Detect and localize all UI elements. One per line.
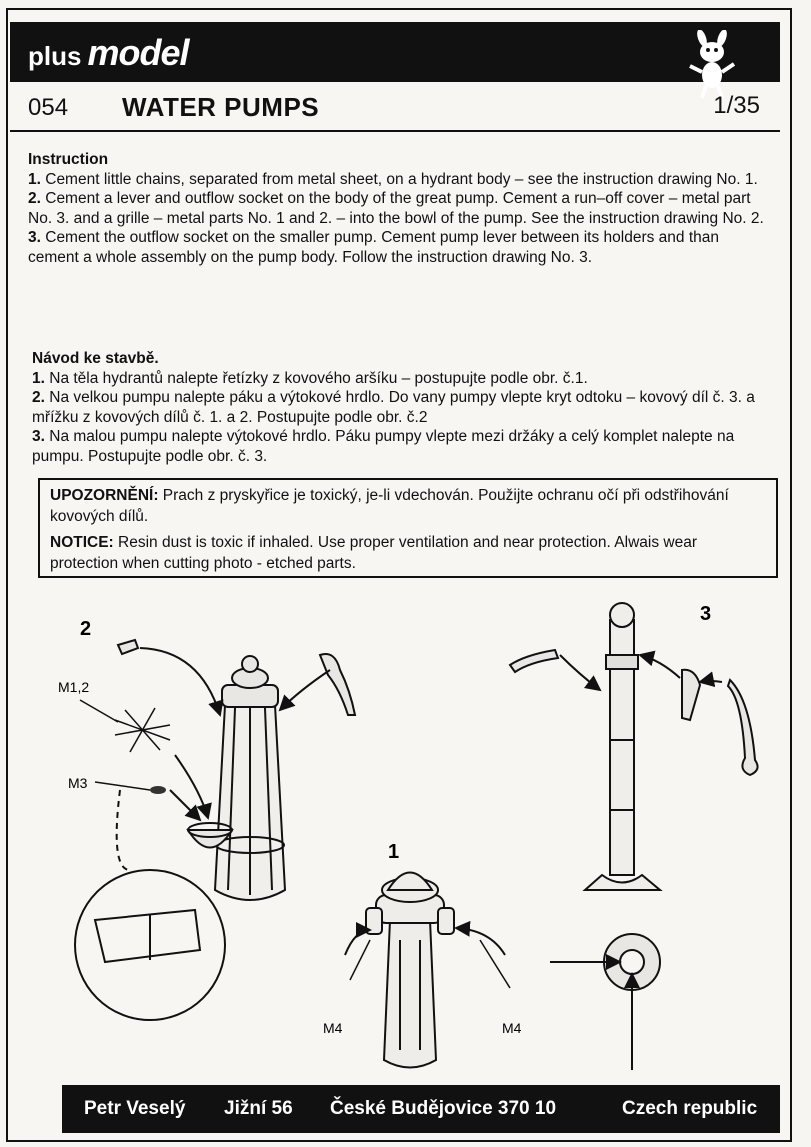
label-m4-right: M4 (502, 1020, 522, 1036)
figure-3-small-pump (585, 603, 660, 890)
brand-logo (28, 32, 188, 74)
instructions-heading-cz: Návod ke stavbě. (32, 350, 159, 367)
brand-model: model (87, 32, 189, 73)
kit-code: 054 (28, 94, 69, 121)
instructions-czech (32, 349, 777, 467)
figure-2-label: 2 (80, 618, 92, 640)
warning-english: NOTICE: Resin dust is toxic if inhaled. Use proper ventilation and near protection. Alwais wear protection when cutting photo - etched parts. (50, 534, 697, 572)
cover-part (150, 786, 166, 794)
footer-country: Czech republic (622, 1098, 758, 1119)
instructions-english (28, 150, 773, 268)
figure-3-label: 3 (700, 603, 712, 625)
title-row (10, 84, 780, 132)
footer-street: Jižní 56 (224, 1098, 293, 1119)
figure-1-label: 1 (388, 841, 400, 863)
footer-name: Petr Veselý (84, 1098, 186, 1119)
page-title: WATER PUMPS (122, 92, 320, 122)
footer-bar (62, 1085, 780, 1133)
instructions-heading: Instruction (28, 151, 109, 168)
label-m4-left: M4 (323, 1020, 343, 1036)
instruction-step: 2. Cement a lever and outflow socket on the body of the great pump. Cement a run–off cover – metal part No. 3. and a grille – metal parts No. 1 and 2. – into the bowl of the pump. See the instruction drawing No. 2. (28, 190, 764, 227)
grille-part (115, 708, 170, 752)
label-m3: M3 (68, 775, 88, 791)
instruction-step: 1. Cement little chains, separated from metal sheet, on a hydrant body – see the instruction drawing No. 1. (28, 170, 758, 188)
instruction-step: 3. Cement the outflow socket on the smaller pump. Cement pump lever between its holders and than cement a whole assembly on the pump body. Follow the instruction drawing No. 3. (28, 229, 719, 266)
warning-czech: UPOZORNĚNÍ: Prach z pryskyřice je toxický, je-li vdechován. Použijte ochranu očí při odstřihování kovových dílů. (50, 487, 729, 525)
detail-circle (75, 790, 225, 1020)
assembly-drawing (10, 590, 780, 1080)
instruction-step-cz: 2. Na velkou pumpu nalepte páku a výtokové hrdlo. Do vany pumpy vlepte kryt odtoku – kovový díl č. 3. a mřížku z kovových dílů č. 1. a 2. Postupujte podle obr. č.2 (32, 389, 755, 426)
warning-box (38, 478, 778, 578)
detail-socket (550, 934, 660, 1070)
scale-label: 1/35 (713, 92, 760, 119)
figure-1-hydrant (366, 873, 454, 1068)
label-m12: M1,2 (58, 679, 90, 695)
brand-bar (10, 22, 780, 82)
instruction-step-cz: 1. Na těla hydrantů nalepte řetízky z kovového aršíku – postupujte podle obr. č.1. (32, 369, 588, 387)
footer-city: České Budějovice 370 10 (330, 1098, 557, 1119)
instruction-step-cz: 3. Na malou pumpu nalepte výtokové hrdlo. Páku pumpy vlepte mezi držáky a celý komplet nalepte na pumpu. Postupujte podle obr. č. 3. (32, 428, 735, 465)
brand-plus: plus (28, 41, 82, 71)
figure-2-large-pump (188, 656, 285, 900)
